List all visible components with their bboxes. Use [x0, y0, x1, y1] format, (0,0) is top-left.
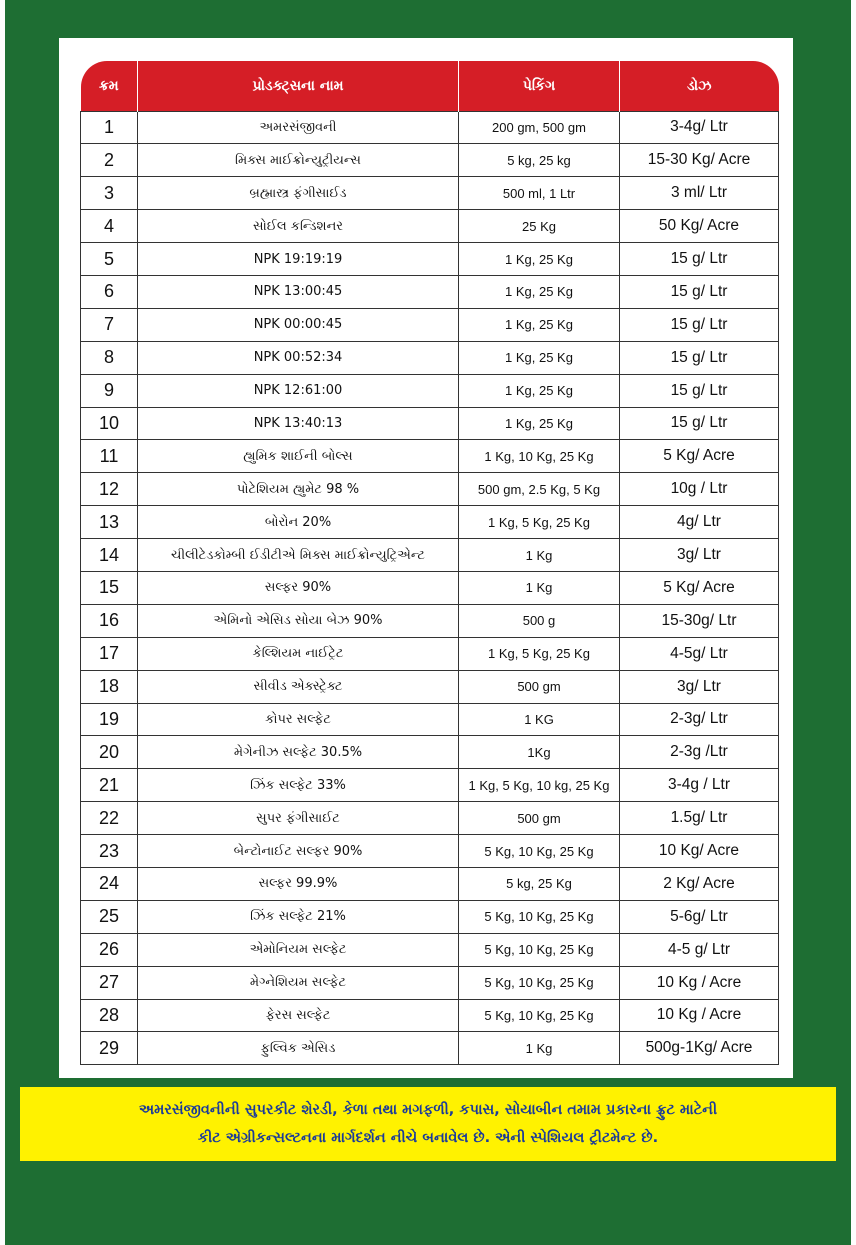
row-product-name: બેન્ટોનાઈટ સલ્ફર 90% [138, 835, 459, 868]
row-dose: 15-30 Kg/ Acre [620, 144, 779, 177]
row-packing: 500 gm [459, 802, 620, 835]
row-packing: 1 Kg, 10 Kg, 25 Kg [459, 440, 620, 473]
table-row [81, 111, 779, 144]
promo-note-line-1: અમરસંજીવનીની સુપરકીટ શેરડી, કેળા તથા મગફળી, કપાસ, સોયાબીન તમામ પ્રકારના ફ્રુટ માટેની [138, 1102, 718, 1118]
row-packing: 1 Kg, 5 Kg, 25 Kg [459, 637, 620, 670]
table-row [81, 539, 779, 572]
row-serial: 20 [81, 736, 138, 769]
table-row [81, 144, 779, 177]
table-row [81, 571, 779, 604]
promo-note [20, 1087, 836, 1161]
table-row [81, 637, 779, 670]
header-product-name: પ્રોડક્ટ્સના નામ [138, 61, 459, 111]
row-product-name: સીવીડ એક્સ્ટ્રેક્ટ [138, 670, 459, 703]
row-packing: 5 Kg, 10 Kg, 25 Kg [459, 933, 620, 966]
row-serial: 7 [81, 308, 138, 341]
row-packing: 500 ml, 1 Ltr [459, 177, 620, 210]
row-product-name: બ્રહ્માસ્ત્ર ફંગીસાઈડ [138, 177, 459, 210]
row-dose: 3-4g / Ltr [620, 769, 779, 802]
row-serial: 3 [81, 177, 138, 210]
table-row [81, 506, 779, 539]
row-product-name: NPK 00:00:45 [138, 308, 459, 341]
row-product-name: સલ્ફર 99.9% [138, 867, 459, 900]
row-product-name: કોપર સલ્ફેટ [138, 703, 459, 736]
row-serial: 26 [81, 933, 138, 966]
row-packing: 1 Kg [459, 539, 620, 572]
table-row [81, 210, 779, 243]
row-serial: 13 [81, 506, 138, 539]
row-product-name: ઝિંક સલ્ફેટ 21% [138, 900, 459, 933]
row-packing: 5 Kg, 10 Kg, 25 Kg [459, 835, 620, 868]
row-packing: 1 KG [459, 703, 620, 736]
row-product-name: NPK 12:61:00 [138, 374, 459, 407]
row-serial: 17 [81, 637, 138, 670]
row-packing: 1 Kg [459, 571, 620, 604]
row-dose: 500g-1Kg/ Acre [620, 1032, 779, 1065]
row-packing: 5 Kg, 10 Kg, 25 Kg [459, 966, 620, 999]
row-serial: 4 [81, 210, 138, 243]
row-packing: 5 Kg, 10 Kg, 25 Kg [459, 999, 620, 1032]
row-dose: 10 Kg / Acre [620, 966, 779, 999]
row-serial: 10 [81, 407, 138, 440]
row-product-name: મેગેનીઝ સલ્ફેટ 30.5% [138, 736, 459, 769]
row-packing: 1 Kg, 25 Kg [459, 374, 620, 407]
row-serial: 12 [81, 473, 138, 506]
table-row [81, 243, 779, 276]
table-row [81, 341, 779, 374]
row-serial: 27 [81, 966, 138, 999]
row-packing: 500 g [459, 604, 620, 637]
row-dose: 3g/ Ltr [620, 539, 779, 572]
row-product-name: મિક્સ માઈક્રોન્યુટ્રીયન્સ [138, 144, 459, 177]
row-product-name: ફુલ્વિક એસિડ [138, 1032, 459, 1065]
table-row [81, 473, 779, 506]
table-row [81, 308, 779, 341]
row-dose: 15 g/ Ltr [620, 341, 779, 374]
table-row [81, 407, 779, 440]
row-product-name: કેલ્શિયમ નાઈટ્રેટ [138, 637, 459, 670]
table-row [81, 703, 779, 736]
row-packing: 1 Kg, 25 Kg [459, 407, 620, 440]
header-serial: ક્રમ [81, 61, 138, 111]
row-product-name: ફેરસ સલ્ફેટ [138, 999, 459, 1032]
table-row [81, 966, 779, 999]
row-product-name: એમિનો એસિડ સોયા બેઝ 90% [138, 604, 459, 637]
table-row [81, 604, 779, 637]
row-serial: 16 [81, 604, 138, 637]
row-product-name: સુપર ફંગીસાઈટ [138, 802, 459, 835]
table-row [81, 177, 779, 210]
row-serial: 18 [81, 670, 138, 703]
table-row [81, 275, 779, 308]
row-serial: 23 [81, 835, 138, 868]
row-product-name: એમોનિયમ સલ્ફેટ [138, 933, 459, 966]
row-dose: 15-30g/ Ltr [620, 604, 779, 637]
row-packing: 200 gm, 500 gm [459, 111, 620, 144]
row-product-name: NPK 13:40:13 [138, 407, 459, 440]
row-serial: 21 [81, 769, 138, 802]
row-serial: 29 [81, 1032, 138, 1065]
table-row [81, 736, 779, 769]
row-serial: 6 [81, 275, 138, 308]
row-serial: 22 [81, 802, 138, 835]
row-product-name: સલ્ફર 90% [138, 571, 459, 604]
row-serial: 1 [81, 111, 138, 144]
row-packing: 5 kg, 25 kg [459, 144, 620, 177]
row-serial: 28 [81, 999, 138, 1032]
row-dose: 2-3g/ Ltr [620, 703, 779, 736]
row-dose: 4-5g/ Ltr [620, 637, 779, 670]
table-row [81, 374, 779, 407]
row-serial: 11 [81, 440, 138, 473]
table-row [81, 835, 779, 868]
row-product-name: NPK 13:00:45 [138, 275, 459, 308]
table-row [81, 440, 779, 473]
row-serial: 8 [81, 341, 138, 374]
row-dose: 10 Kg/ Acre [620, 835, 779, 868]
table-row [81, 933, 779, 966]
table-row [81, 802, 779, 835]
row-product-name: NPK 00:52:34 [138, 341, 459, 374]
row-product-name: મેગ્નેશિયમ સલ્ફેટ [138, 966, 459, 999]
row-serial: 15 [81, 571, 138, 604]
row-packing: 5 Kg, 10 Kg, 25 Kg [459, 900, 620, 933]
table-header-row [81, 61, 779, 111]
table-row [81, 867, 779, 900]
row-dose: 3-4g/ Ltr [620, 111, 779, 144]
row-packing: 1 Kg, 25 Kg [459, 275, 620, 308]
row-packing: 1 Kg, 25 Kg [459, 308, 620, 341]
row-packing: 500 gm [459, 670, 620, 703]
table-row [81, 900, 779, 933]
row-dose: 3g/ Ltr [620, 670, 779, 703]
header-dose: ડોઝ [620, 61, 779, 111]
row-serial: 5 [81, 243, 138, 276]
row-dose: 5-6g/ Ltr [620, 900, 779, 933]
row-packing: 1 Kg, 25 Kg [459, 243, 620, 276]
row-dose: 1.5g/ Ltr [620, 802, 779, 835]
row-product-name: હ્યુમિક શાઈની બોલ્સ [138, 440, 459, 473]
table-row [81, 999, 779, 1032]
row-dose: 15 g/ Ltr [620, 308, 779, 341]
row-dose: 4-5 g/ Ltr [620, 933, 779, 966]
row-serial: 9 [81, 374, 138, 407]
row-serial: 14 [81, 539, 138, 572]
row-dose: 15 g/ Ltr [620, 407, 779, 440]
row-packing: 1 Kg, 5 Kg, 10 kg, 25 Kg [459, 769, 620, 802]
row-packing: 1 Kg [459, 1032, 620, 1065]
row-serial: 2 [81, 144, 138, 177]
row-product-name: પોટેશિયમ હ્યુમેટ 98 % [138, 473, 459, 506]
row-dose: 3 ml/ Ltr [620, 177, 779, 210]
table-row [81, 670, 779, 703]
row-packing: 1 Kg, 5 Kg, 25 Kg [459, 506, 620, 539]
row-dose: 2-3g /Ltr [620, 736, 779, 769]
row-packing: 1Kg [459, 736, 620, 769]
row-product-name: સોઈલ કન્ડિશનર [138, 210, 459, 243]
row-dose: 5 Kg/ Acre [620, 571, 779, 604]
row-dose: 15 g/ Ltr [620, 275, 779, 308]
table-body [81, 111, 779, 1065]
products-table [80, 61, 779, 1065]
row-dose: 5 Kg/ Acre [620, 440, 779, 473]
header-packing: પેકિંગ [459, 61, 620, 111]
row-product-name: અમરસંજીવની [138, 111, 459, 144]
row-dose: 4g/ Ltr [620, 506, 779, 539]
row-packing: 25 Kg [459, 210, 620, 243]
row-packing: 500 gm, 2.5 Kg, 5 Kg [459, 473, 620, 506]
row-dose: 15 g/ Ltr [620, 374, 779, 407]
table-row [81, 769, 779, 802]
row-dose: 10 Kg / Acre [620, 999, 779, 1032]
promo-note-line-2: કીટ એગ્રીકન્સલ્ટનના માર્ગદર્શન નીચે બનાવેલ છે. એની સ્પેશિયલ ટ્રીટમેન્ટ છે. [197, 1130, 659, 1146]
row-dose: 10g / Ltr [620, 473, 779, 506]
row-serial: 24 [81, 867, 138, 900]
row-product-name: ચીલીટેડકોમ્બી ઈડીટીએ મિક્સ માઈક્રોન્યુટ્રિએન્ટ [138, 539, 459, 572]
row-serial: 19 [81, 703, 138, 736]
row-dose: 15 g/ Ltr [620, 243, 779, 276]
row-product-name: ઝિંક સલ્ફેટ 33% [138, 769, 459, 802]
row-product-name: બોરોન 20% [138, 506, 459, 539]
row-packing: 5 kg, 25 Kg [459, 867, 620, 900]
row-packing: 1 Kg, 25 Kg [459, 341, 620, 374]
row-product-name: NPK 19:19:19 [138, 243, 459, 276]
row-dose: 2 Kg/ Acre [620, 867, 779, 900]
table-row [81, 1032, 779, 1065]
row-serial: 25 [81, 900, 138, 933]
row-dose: 50 Kg/ Acre [620, 210, 779, 243]
